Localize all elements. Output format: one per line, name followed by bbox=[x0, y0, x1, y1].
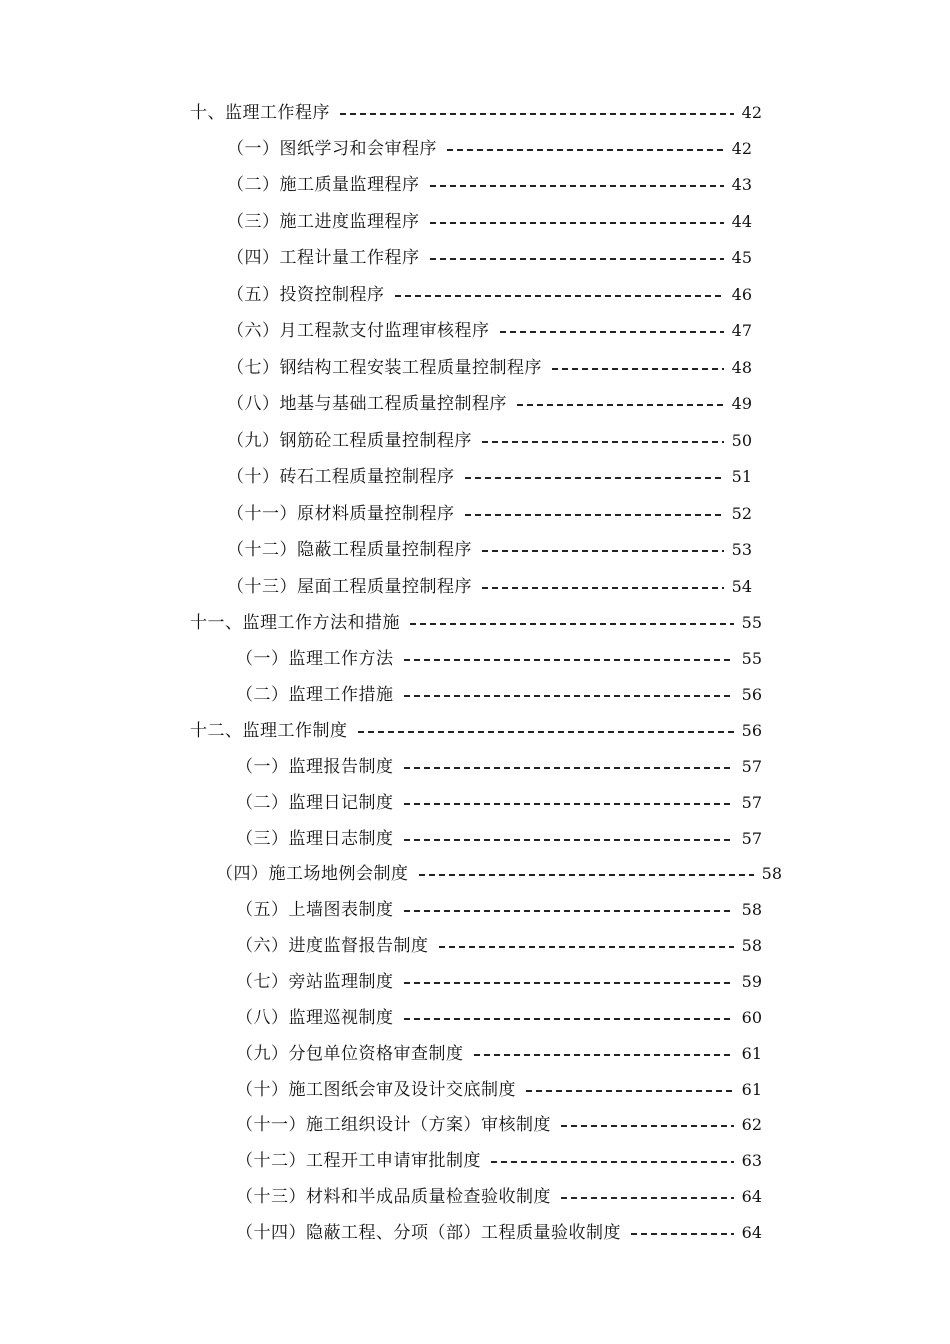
toc-dot-leader bbox=[552, 368, 724, 370]
toc-dot-leader bbox=[526, 1090, 734, 1092]
toc-dot-leader bbox=[517, 404, 724, 406]
toc-entry-page-number: 58 bbox=[741, 900, 762, 919]
toc-entry[interactable] bbox=[227, 136, 752, 162]
toc-entry-title: （七）钢结构工程安装工程质量控制程序 bbox=[227, 358, 542, 378]
toc-entry[interactable] bbox=[236, 1005, 762, 1031]
toc-entry[interactable] bbox=[190, 100, 762, 126]
toc-entry-page-number: 64 bbox=[741, 1223, 762, 1242]
toc-entry-title: （八）监理巡视制度 bbox=[236, 1008, 394, 1028]
toc-entry-page-number: 64 bbox=[741, 1187, 762, 1206]
toc-entry[interactable] bbox=[227, 355, 752, 381]
toc-entry[interactable] bbox=[236, 790, 762, 816]
toc-dot-leader bbox=[482, 587, 724, 589]
toc-dot-leader bbox=[404, 659, 734, 661]
toc-entry[interactable] bbox=[216, 861, 782, 887]
toc-dot-leader bbox=[404, 1018, 734, 1020]
toc-entry[interactable] bbox=[227, 428, 752, 454]
toc-entry[interactable] bbox=[236, 1112, 762, 1138]
toc-entry-page-number: 58 bbox=[761, 864, 782, 883]
toc-entry[interactable] bbox=[227, 172, 752, 198]
toc-entry-page-number: 63 bbox=[741, 1151, 762, 1170]
toc-entry-title: （三）监理日志制度 bbox=[236, 829, 394, 849]
toc-dot-leader bbox=[404, 839, 734, 841]
toc-entry-page-number: 57 bbox=[741, 829, 762, 848]
toc-entry[interactable] bbox=[236, 933, 762, 959]
toc-entry[interactable] bbox=[236, 897, 762, 923]
toc-entry-title: （一）监理报告制度 bbox=[236, 757, 394, 777]
toc-entry-page-number: 55 bbox=[741, 613, 762, 632]
toc-entry-page-number: 55 bbox=[741, 649, 762, 668]
toc-entry-page-number: 42 bbox=[741, 103, 762, 122]
toc-entry[interactable] bbox=[227, 209, 752, 235]
toc-entry-page-number: 53 bbox=[731, 540, 752, 559]
toc-dot-leader bbox=[465, 477, 724, 479]
toc-dot-leader bbox=[404, 767, 734, 769]
toc-entry[interactable] bbox=[227, 537, 752, 563]
toc-entry-title: （十三）屋面工程质量控制程序 bbox=[227, 577, 472, 597]
toc-entry-title: （二）监理日记制度 bbox=[236, 793, 394, 813]
toc-entry-title: （九）钢筋砼工程质量控制程序 bbox=[227, 431, 472, 451]
toc-entry-title: （五）投资控制程序 bbox=[227, 285, 385, 305]
toc-entry-page-number: 47 bbox=[731, 321, 752, 340]
toc-entry[interactable] bbox=[190, 718, 762, 744]
toc-entry[interactable] bbox=[227, 464, 752, 490]
toc-entry[interactable] bbox=[227, 391, 752, 417]
toc-entry[interactable] bbox=[190, 610, 762, 636]
toc-entry-page-number: 61 bbox=[741, 1044, 762, 1063]
toc-entry-page-number: 48 bbox=[731, 358, 752, 377]
toc-entry[interactable] bbox=[236, 969, 762, 995]
toc-entry-page-number: 59 bbox=[741, 972, 762, 991]
toc-dot-leader bbox=[358, 731, 734, 733]
toc-entry-page-number: 56 bbox=[741, 685, 762, 704]
toc-dot-leader bbox=[631, 1233, 734, 1235]
toc-entry-title: （三）施工进度监理程序 bbox=[227, 212, 420, 232]
toc-dot-leader bbox=[447, 149, 724, 151]
toc-entry-page-number: 46 bbox=[731, 285, 752, 304]
toc-entry[interactable] bbox=[227, 318, 752, 344]
toc-dot-leader bbox=[474, 1054, 734, 1056]
toc-dot-leader bbox=[404, 695, 734, 697]
toc-entry[interactable] bbox=[227, 501, 752, 527]
toc-entry-page-number: 57 bbox=[741, 793, 762, 812]
toc-dot-leader bbox=[465, 514, 724, 516]
toc-entry-title: （十三）材料和半成品质量检查验收制度 bbox=[236, 1187, 551, 1207]
toc-entry[interactable] bbox=[236, 1077, 762, 1103]
toc-entry-page-number: 52 bbox=[731, 504, 752, 523]
toc-entry-title: （六）进度监督报告制度 bbox=[236, 936, 429, 956]
toc-entry-title: （四）施工场地例会制度 bbox=[216, 864, 409, 884]
toc-entry-page-number: 45 bbox=[731, 248, 752, 267]
toc-entry-title: 十二、监理工作制度 bbox=[190, 721, 348, 741]
toc-entry-title: （十二）工程开工申请审批制度 bbox=[236, 1151, 481, 1171]
toc-entry-title: （八）地基与基础工程质量控制程序 bbox=[227, 394, 507, 414]
toc-dot-leader bbox=[439, 946, 734, 948]
toc-entry[interactable] bbox=[227, 574, 752, 600]
toc-dot-leader bbox=[404, 910, 734, 912]
toc-entry-title: （十）砖石工程质量控制程序 bbox=[227, 467, 455, 487]
toc-entry-title: （十二）隐蔽工程质量控制程序 bbox=[227, 540, 472, 560]
toc-entry-page-number: 50 bbox=[731, 431, 752, 450]
toc-entry-title: 十、监理工作程序 bbox=[190, 103, 330, 123]
toc-entry-page-number: 44 bbox=[731, 212, 752, 231]
toc-dot-leader bbox=[404, 803, 734, 805]
toc-entry-page-number: 61 bbox=[741, 1080, 762, 1099]
toc-entry-title: （一）监理工作方法 bbox=[236, 649, 394, 669]
toc-entry[interactable] bbox=[236, 1184, 762, 1210]
toc-entry-title: （九）分包单位资格审查制度 bbox=[236, 1044, 464, 1064]
toc-dot-leader bbox=[419, 874, 754, 876]
toc-entry-title: （五）上墙图表制度 bbox=[236, 900, 394, 920]
toc-dot-leader bbox=[430, 185, 724, 187]
toc-entry-page-number: 58 bbox=[741, 936, 762, 955]
toc-dot-leader bbox=[482, 441, 724, 443]
toc-entry-title: （十四）隐蔽工程、分项（部）工程质量验收制度 bbox=[236, 1223, 621, 1243]
toc-entry[interactable] bbox=[236, 754, 762, 780]
toc-entry-title: 十一、监理工作方法和措施 bbox=[190, 613, 400, 633]
toc-entry[interactable] bbox=[236, 1220, 762, 1246]
toc-entry[interactable] bbox=[227, 282, 752, 308]
toc-entry-page-number: 42 bbox=[731, 139, 752, 158]
toc-entry[interactable] bbox=[227, 245, 752, 271]
toc-entry[interactable] bbox=[236, 646, 762, 672]
toc-entry-page-number: 54 bbox=[731, 577, 752, 596]
toc-entry[interactable] bbox=[236, 826, 762, 852]
toc-dot-leader bbox=[340, 113, 734, 115]
toc-entry-page-number: 62 bbox=[741, 1115, 762, 1134]
toc-entry-title: （七）旁站监理制度 bbox=[236, 972, 394, 992]
toc-entry-title: （六）月工程款支付监理审核程序 bbox=[227, 321, 490, 341]
toc-entry-page-number: 43 bbox=[731, 175, 752, 194]
toc-dot-leader bbox=[491, 1161, 734, 1163]
toc-dot-leader bbox=[500, 331, 724, 333]
toc-dot-leader bbox=[430, 258, 724, 260]
toc-dot-leader bbox=[395, 295, 724, 297]
toc-entry-page-number: 57 bbox=[741, 757, 762, 776]
toc-entry[interactable] bbox=[236, 682, 762, 708]
toc-dot-leader bbox=[410, 623, 734, 625]
toc-dot-leader bbox=[404, 982, 734, 984]
toc-entry-title: （二）施工质量监理程序 bbox=[227, 175, 420, 195]
toc-entry[interactable] bbox=[236, 1148, 762, 1174]
toc-dot-leader bbox=[430, 222, 724, 224]
toc-entry-title: （二）监理工作措施 bbox=[236, 685, 394, 705]
toc-entry[interactable] bbox=[236, 1041, 762, 1067]
toc-entry-title: （一）图纸学习和会审程序 bbox=[227, 139, 437, 159]
toc-entry-title: （十一）原材料质量控制程序 bbox=[227, 504, 455, 524]
toc-entry-title: （十一）施工组织设计（方案）审核制度 bbox=[236, 1115, 551, 1135]
toc-dot-leader bbox=[561, 1197, 734, 1199]
toc-entry-title: （四）工程计量工作程序 bbox=[227, 248, 420, 268]
toc-entry-page-number: 49 bbox=[731, 394, 752, 413]
toc-entry-title: （十）施工图纸会审及设计交底制度 bbox=[236, 1080, 516, 1100]
toc-entry-page-number: 56 bbox=[741, 721, 762, 740]
toc-dot-leader bbox=[561, 1125, 734, 1127]
toc-entry-page-number: 60 bbox=[741, 1008, 762, 1027]
toc-dot-leader bbox=[482, 550, 724, 552]
toc-entry-page-number: 51 bbox=[731, 467, 752, 486]
